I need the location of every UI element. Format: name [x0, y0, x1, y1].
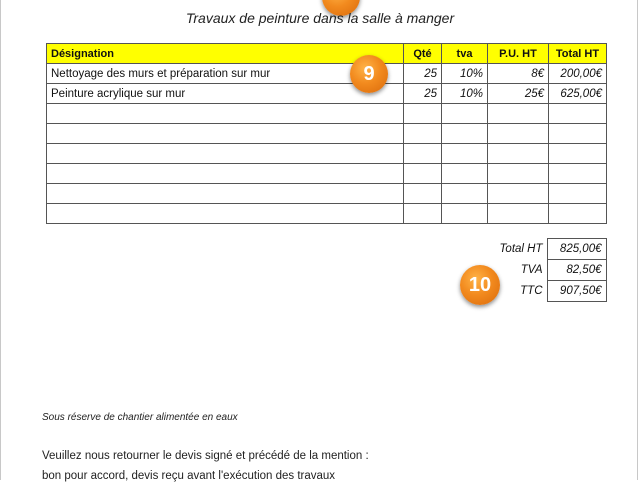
cell-tva: 10%	[442, 64, 488, 84]
mention-line-1: Veuillez nous retourner le devis signé et précédé de la mention :	[42, 450, 369, 462]
step-badge-10: 10	[460, 265, 500, 305]
cell-qty: 25	[404, 84, 442, 104]
tva-value: 82,50€	[547, 260, 606, 281]
cell-unit-price: 8€	[488, 64, 549, 84]
table-row	[47, 64, 607, 84]
table-row-empty	[47, 164, 607, 184]
total-ht-value: 825,00€	[547, 239, 606, 260]
cell-tva: 10%	[442, 84, 488, 104]
cell-qty: 25	[404, 64, 442, 84]
step-badge-9: 9	[350, 55, 388, 93]
table-row	[47, 84, 607, 104]
header-qty: Qté	[404, 44, 442, 64]
total-ht-label: Total HT	[499, 243, 543, 255]
reserve-note: Sous réserve de chantier alimentée en eaux	[42, 412, 238, 423]
quote-table	[46, 43, 607, 224]
totals-row-ht	[440, 239, 606, 260]
header-unit-price: P.U. HT	[488, 44, 549, 64]
cell-total: 200,00€	[549, 64, 607, 84]
ttc-value: 907,50€	[547, 281, 606, 302]
header-tva: tva	[442, 44, 488, 64]
mention-line-2: bon pour accord, devis reçu avant l'exécution des travaux	[42, 470, 336, 482]
signature-mention	[42, 446, 369, 486]
ttc-label: TTC	[520, 285, 543, 297]
document-title: Travaux de peinture dans la salle à manger	[185, 10, 455, 26]
table-row-empty	[47, 204, 607, 224]
table-row-empty	[47, 104, 607, 124]
table-row-empty	[47, 124, 607, 144]
cell-total: 625,00€	[549, 84, 607, 104]
tva-label: TVA	[520, 264, 543, 276]
table-header-row	[47, 44, 607, 64]
header-total: Total HT	[549, 44, 607, 64]
table-row-empty	[47, 144, 607, 164]
cell-unit-price: 25€	[488, 84, 549, 104]
cell-designation: Nettoyage des murs et préparation sur mur	[47, 64, 404, 84]
header-designation: Désignation	[47, 44, 404, 64]
cell-designation: Peinture acrylique sur mur	[47, 84, 404, 104]
table-row-empty	[47, 184, 607, 204]
